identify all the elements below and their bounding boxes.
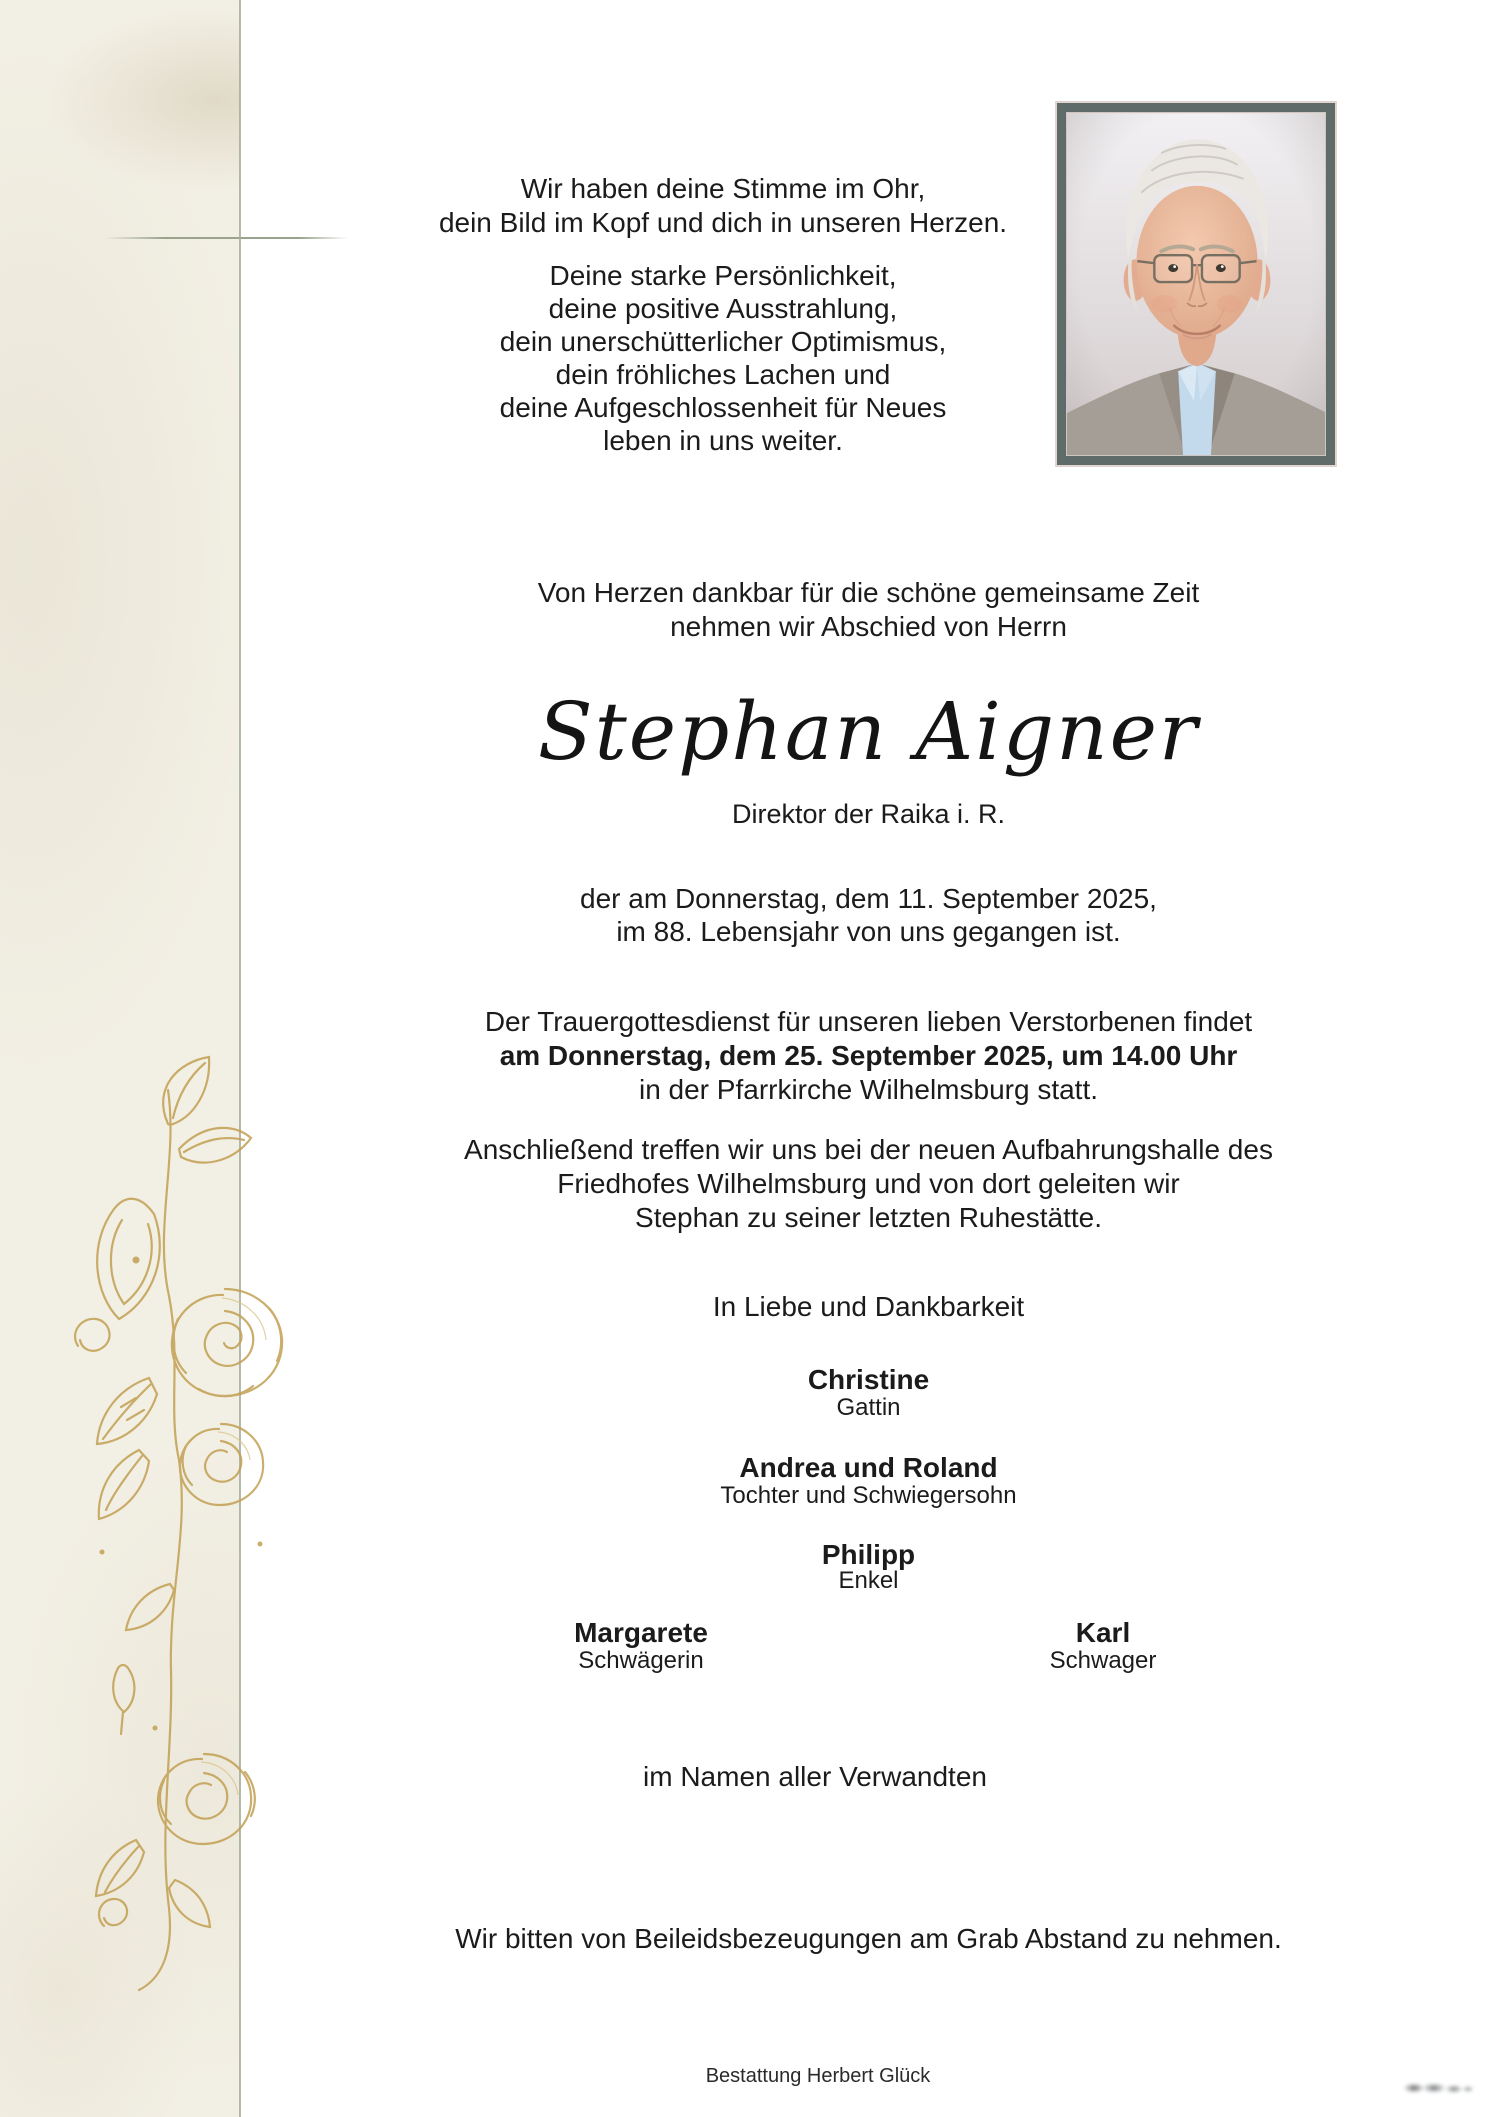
service-line: Der Trauergottesdienst für unseren lieben Verstorbenen findet: [484, 1006, 1253, 1037]
deceased-name: Stephan Aigner: [537, 685, 1200, 778]
procession-block: [240, 1133, 1497, 1235]
poem-line: leben in uns weiter.: [603, 425, 843, 456]
condolence-note: Wir bitten von Beileidsbezeugungen am Grab Abstand zu nehmen.: [455, 1923, 1282, 1954]
farewell-intro: [240, 576, 1497, 644]
procession-line: Friedhofes Wilhelmsburg und von dort geleiten wir: [557, 1168, 1180, 1199]
mourner-relation: Gattin: [836, 1394, 901, 1421]
intro-line: Von Herzen dankbar für die schöne gemeinsame Zeit: [537, 577, 1200, 608]
service-location: in der Pfarrkirche Wilhelmsburg statt.: [638, 1074, 1099, 1105]
service-block: [240, 1005, 1497, 1107]
poem-stanza-1: [403, 172, 1043, 240]
mourner-name: Margarete: [574, 1617, 708, 1648]
poem-line: Deine starke Persönlichkeit,: [549, 260, 897, 291]
closing-phrase: In Liebe und Dankbarkeit: [712, 1291, 1025, 1322]
poem-line: Wir haben deine Stimme im Ohr,: [520, 173, 926, 204]
poem-line: dein Bild im Kopf und dich in unseren Herzen.: [438, 207, 1008, 238]
poem-line: deine positive Ausstrahlung,: [548, 293, 898, 324]
portrait-photo-frame: [1055, 101, 1337, 467]
mourner-name: Philipp: [821, 1539, 916, 1570]
funeral-home: Bestattung Herbert Glück: [705, 2065, 931, 2087]
mourner-relation: Tochter und Schwiegersohn: [720, 1482, 1017, 1509]
service-datetime: am Donnerstag, dem 25. September 2025, um 14.00 Uhr: [499, 1040, 1238, 1071]
mourner-name: Christine: [807, 1364, 930, 1395]
poem-line: dein fröhliches Lachen und: [555, 359, 891, 390]
procession-line: Stephan zu seiner letzten Ruhestätte.: [635, 1202, 1102, 1233]
poem-stanza-2: [403, 259, 1043, 457]
mourner-name: Andrea und Roland: [739, 1452, 998, 1483]
mourner-relation: Enkel: [838, 1567, 899, 1594]
poem-line: dein unerschütterlicher Optimismus,: [499, 326, 947, 357]
death-date-block: [240, 882, 1497, 948]
death-line: im 88. Lebensjahr von uns gegangen ist.: [616, 916, 1121, 947]
mourner-relation: Schwägerin: [578, 1647, 704, 1674]
horizontal-accent-line: [104, 237, 348, 239]
mourner-name: Karl: [1075, 1617, 1131, 1648]
print-mark: [1402, 2078, 1474, 2098]
procession-line: Anschließend treffen wir uns bei der neuen Aufbahrungshalle des: [464, 1134, 1273, 1165]
family-note: im Namen aller Verwandten: [643, 1761, 987, 1792]
intro-line: nehmen wir Abschied von Herrn: [670, 611, 1067, 642]
poem-line: deine Aufgeschlossenheit für Neues: [499, 392, 947, 423]
portrait-photo: [1066, 112, 1326, 456]
mourner-relation: Schwager: [1049, 1647, 1157, 1674]
death-line: der am Donnerstag, dem 11. September 2025,: [580, 883, 1157, 914]
deceased-title: Direktor der Raika i. R.: [731, 799, 1006, 829]
